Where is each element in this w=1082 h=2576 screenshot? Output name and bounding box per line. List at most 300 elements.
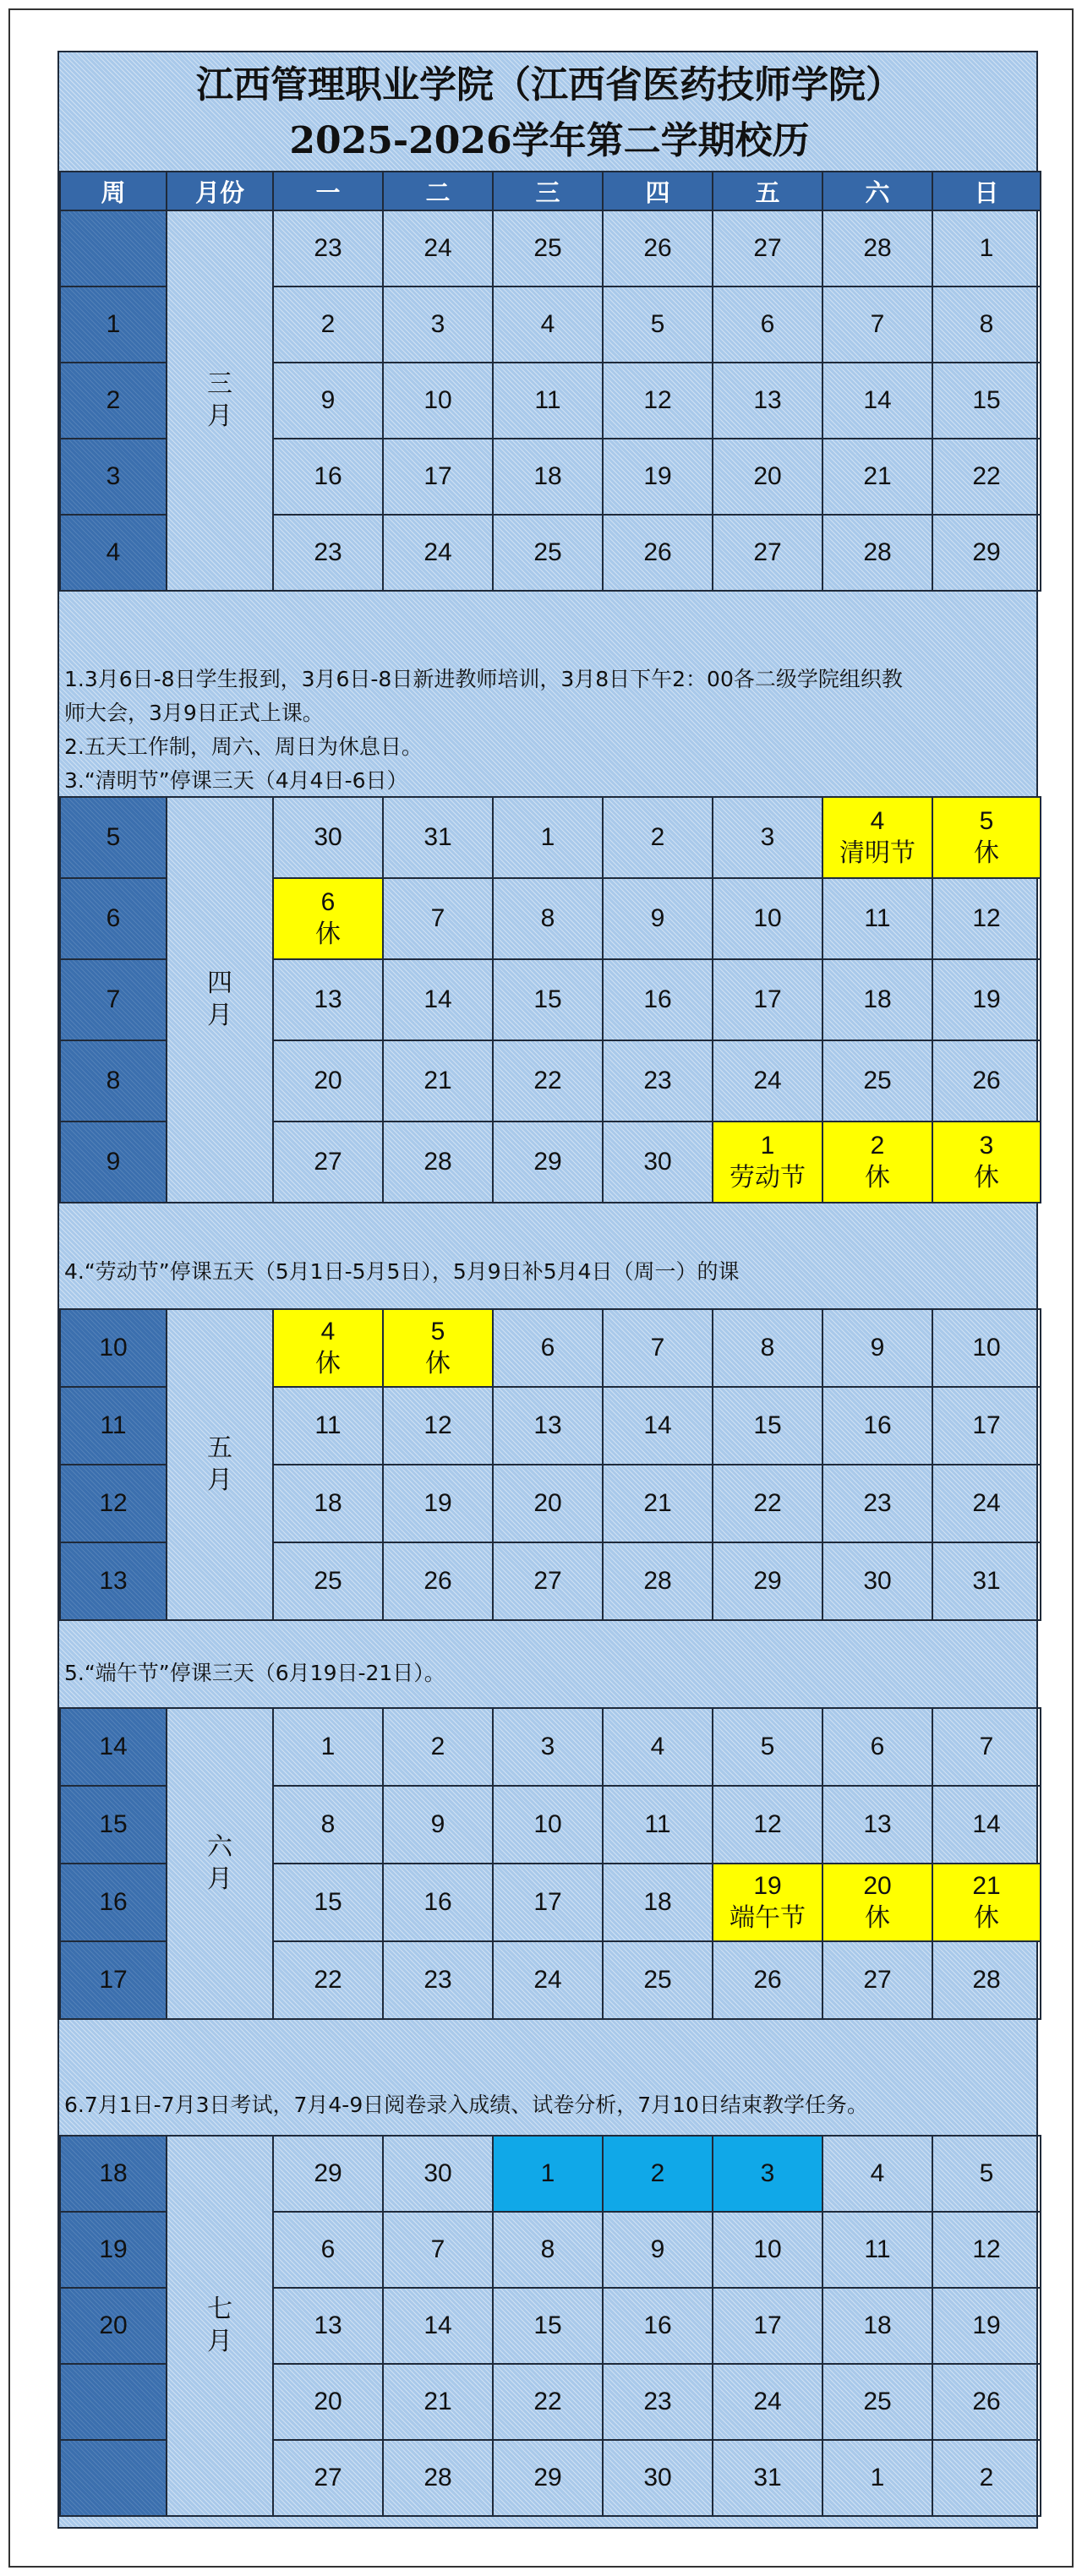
day-number: 8: [979, 310, 994, 338]
day-cell: [383, 1387, 493, 1465]
day-number: 30: [314, 823, 342, 851]
day-number: 19: [753, 1872, 782, 1900]
day-number: 3: [979, 1132, 994, 1160]
day-number: 5: [979, 807, 994, 835]
day-cell: [932, 878, 1041, 959]
day-number: 12: [753, 1810, 782, 1838]
day-number: 11: [864, 904, 891, 932]
day-number: 16: [314, 462, 342, 490]
day-cell: [932, 287, 1041, 363]
day-cell: [273, 439, 383, 515]
day-cell: [273, 363, 383, 439]
day-number: 6: [870, 1733, 885, 1760]
day-cell: [932, 1786, 1041, 1864]
day-number: 24: [424, 538, 452, 566]
day-cell: [713, 363, 822, 439]
week-row: [60, 2136, 1041, 2212]
day-number: 20: [314, 2388, 342, 2415]
day-cell: [932, 2364, 1041, 2440]
header-mon: 一: [273, 172, 383, 210]
day-cell: [713, 287, 822, 363]
day-number: 19: [972, 985, 1001, 1013]
day-number: 27: [863, 1966, 892, 1994]
day-cell: [822, 1122, 932, 1203]
day-cell: [383, 1786, 493, 1864]
day-number: 16: [643, 2311, 672, 2339]
day-number: 16: [863, 1411, 892, 1439]
day-cell: [603, 515, 713, 591]
day-number: 8: [540, 904, 555, 932]
day-cell: [383, 515, 493, 591]
week-number: [60, 2364, 167, 2440]
day-number: 21: [424, 1067, 452, 1094]
note-line: 3.“清明节”停课三天（4月4日-6日）: [64, 768, 408, 793]
day-number: 7: [430, 2235, 445, 2263]
day-cell: [822, 2364, 932, 2440]
day-number: 9: [650, 2235, 665, 2263]
day-cell: [713, 1708, 822, 1786]
day-cell: [603, 1309, 713, 1387]
day-cell: [932, 515, 1041, 591]
month-label: 五月: [167, 1309, 273, 1620]
day-cell: [273, 210, 383, 287]
day-number: 14: [863, 386, 892, 414]
day-number: 18: [863, 985, 892, 1013]
day-cell: [273, 1465, 383, 1542]
day-cell: [273, 1309, 383, 1387]
day-cell: [822, 2212, 932, 2288]
day-cell: [932, 1941, 1041, 2019]
day-cell: [273, 2364, 383, 2440]
day-cell: [273, 2136, 383, 2212]
week-number: 1: [60, 287, 167, 363]
day-number: 8: [320, 1810, 336, 1838]
notes-section-2: [59, 1236, 1040, 1308]
day-number: 23: [424, 1966, 452, 1994]
day-cell: [603, 2136, 713, 2212]
day-number: 10: [753, 2235, 782, 2263]
day-cell: [932, 1465, 1041, 1542]
day-number: 29: [533, 1148, 562, 1176]
day-cell: [493, 1309, 603, 1387]
holiday-label: 休: [974, 1904, 999, 1932]
day-number: 31: [972, 1567, 1001, 1595]
month-label: 四月: [167, 797, 273, 1203]
day-number: 18: [643, 1888, 672, 1916]
day-cell: [932, 2136, 1041, 2212]
day-cell: [713, 2212, 822, 2288]
day-cell: [603, 2212, 713, 2288]
day-cell: [273, 1122, 383, 1203]
week-number: 16: [60, 1864, 167, 1941]
day-number: 28: [863, 538, 892, 566]
header-month: 月份: [167, 172, 273, 210]
day-number: 25: [533, 234, 562, 262]
day-cell: [603, 287, 713, 363]
day-cell: [822, 1941, 932, 2019]
day-cell: [493, 2440, 603, 2516]
day-number: 6: [320, 2235, 336, 2263]
day-number: 4: [870, 2159, 885, 2187]
day-cell: [273, 2288, 383, 2364]
day-cell: [713, 959, 822, 1040]
month-block-1: [59, 210, 1041, 592]
day-number: 24: [972, 1489, 1001, 1517]
day-cell: [273, 797, 383, 878]
day-cell: [273, 2440, 383, 2516]
day-cell: [713, 210, 822, 287]
day-cell: [822, 2136, 932, 2212]
day-cell: [713, 1387, 822, 1465]
day-number: 20: [314, 1067, 342, 1094]
header-week: 周: [60, 172, 167, 210]
day-cell: [273, 1040, 383, 1122]
day-number: 26: [972, 2388, 1001, 2415]
day-cell: [493, 439, 603, 515]
week-number: 20: [60, 2288, 167, 2364]
day-cell: [932, 1864, 1041, 1941]
day-cell: [273, 2212, 383, 2288]
day-cell: [493, 1708, 603, 1786]
day-number: 15: [314, 1888, 342, 1916]
day-number: 9: [320, 386, 336, 414]
day-cell: [493, 797, 603, 878]
page-border: [8, 8, 1074, 2568]
day-cell: [383, 1941, 493, 2019]
month-block-2: [59, 796, 1041, 1203]
week-number: 13: [60, 1542, 167, 1620]
day-cell: [493, 1387, 603, 1465]
day-number: 3: [540, 1733, 555, 1760]
holiday-label: 劳动节: [730, 1164, 806, 1192]
day-number: 9: [650, 904, 665, 932]
day-number: 29: [753, 1567, 782, 1595]
day-number: 14: [424, 985, 452, 1013]
day-number: 20: [753, 462, 782, 490]
day-number: 18: [863, 2311, 892, 2339]
day-cell: [932, 1309, 1041, 1387]
day-cell: [822, 515, 932, 591]
day-cell: [603, 1122, 713, 1203]
day-number: 25: [533, 538, 562, 566]
day-cell: [822, 797, 932, 878]
note-line: 2.五天工作制，周六、周日为休息日。: [64, 734, 423, 759]
day-cell: [383, 210, 493, 287]
header-sat: 六: [822, 172, 932, 210]
day-cell: [822, 878, 932, 959]
day-cell: [383, 1309, 493, 1387]
day-number: 2: [979, 2464, 994, 2491]
day-cell: [713, 1941, 822, 2019]
note-line: 4.“劳动节”停课五天（5月1日-5月5日），5月9日补5月4日（周一）的课: [64, 1259, 740, 1284]
day-number: 26: [753, 1966, 782, 1994]
day-cell: [603, 1864, 713, 1941]
day-number: 29: [972, 538, 1001, 566]
day-number: 4: [540, 310, 555, 338]
day-cell: [273, 959, 383, 1040]
day-number: 17: [533, 1888, 562, 1916]
day-number: 7: [979, 1733, 994, 1760]
day-number: 1: [870, 2464, 885, 2491]
day-number: 14: [972, 1810, 1001, 1838]
header-thu: 四: [603, 172, 713, 210]
week-number: 11: [60, 1387, 167, 1465]
day-cell: [383, 287, 493, 363]
month-label: 三月: [167, 210, 273, 591]
day-cell: [273, 1387, 383, 1465]
day-number: 8: [540, 2235, 555, 2263]
day-number: 23: [314, 538, 342, 566]
day-cell: [932, 210, 1041, 287]
day-number: 6: [760, 310, 775, 338]
day-number: 5: [430, 1318, 445, 1345]
header-wed: 三: [493, 172, 603, 210]
day-cell: [603, 1040, 713, 1122]
day-cell: [932, 2440, 1041, 2516]
day-number: 17: [753, 985, 782, 1013]
day-number: 10: [424, 386, 452, 414]
day-number: 29: [533, 2464, 562, 2491]
day-number: 1: [979, 234, 994, 262]
day-cell: [932, 1040, 1041, 1122]
day-cell: [493, 1040, 603, 1122]
day-number: 1: [760, 1132, 775, 1160]
day-cell: [713, 878, 822, 959]
week-number: 8: [60, 1040, 167, 1122]
day-cell: [603, 1708, 713, 1786]
day-cell: [713, 2136, 822, 2212]
day-number: 11: [314, 1411, 342, 1439]
week-row: [60, 1708, 1041, 1786]
day-number: 15: [972, 386, 1001, 414]
day-cell: [603, 1387, 713, 1465]
day-number: 27: [314, 2464, 342, 2491]
day-number: 21: [972, 1872, 1001, 1900]
title-semester: 2025-2026学年第二学期校历: [289, 119, 810, 162]
day-cell: [383, 1040, 493, 1122]
day-cell: [603, 210, 713, 287]
holiday-label: 清明节: [839, 839, 915, 867]
week-number: 19: [60, 2212, 167, 2288]
day-cell: [603, 959, 713, 1040]
day-cell: [603, 1941, 713, 2019]
day-cell: [932, 797, 1041, 878]
day-cell: [713, 1786, 822, 1864]
day-cell: [383, 1122, 493, 1203]
day-cell: [932, 363, 1041, 439]
day-cell: [383, 2364, 493, 2440]
week-number: 9: [60, 1122, 167, 1203]
day-cell: [603, 439, 713, 515]
day-cell: [822, 287, 932, 363]
day-number: 2: [870, 1132, 885, 1160]
holiday-label: 休: [315, 920, 341, 948]
day-cell: [383, 797, 493, 878]
day-number: 17: [753, 2311, 782, 2339]
header-tue: 二: [383, 172, 493, 210]
holiday-label: 休: [974, 1164, 999, 1192]
day-number: 29: [314, 2159, 342, 2187]
week-number: 10: [60, 1309, 167, 1387]
day-cell: [822, 1708, 932, 1786]
holiday-label: 休: [974, 839, 999, 867]
day-cell: [493, 2288, 603, 2364]
day-cell: [932, 1387, 1041, 1465]
day-cell: [932, 1542, 1041, 1620]
month-block-4: [59, 1707, 1041, 2020]
week-number: 3: [60, 439, 167, 515]
day-cell: [713, 2364, 822, 2440]
day-number: 16: [643, 985, 672, 1013]
day-number: 26: [972, 1067, 1001, 1094]
day-number: 27: [314, 1148, 342, 1176]
day-cell: [493, 1786, 603, 1864]
day-number: 20: [863, 1872, 892, 1900]
day-cell: [713, 1040, 822, 1122]
day-number: 28: [863, 234, 892, 262]
day-number: 5: [979, 2159, 994, 2187]
day-number: 18: [314, 1489, 342, 1517]
day-number: 22: [972, 462, 1001, 490]
day-number: 23: [863, 1489, 892, 1517]
day-number: 24: [753, 1067, 782, 1094]
day-number: 26: [424, 1567, 452, 1595]
month-block-3: [59, 1308, 1041, 1621]
day-number: 22: [533, 1067, 562, 1094]
day-cell: [603, 2288, 713, 2364]
day-number: 3: [760, 823, 775, 851]
day-number: 12: [643, 386, 672, 414]
day-number: 24: [533, 1966, 562, 1994]
day-cell: [713, 2288, 822, 2364]
day-number: 4: [870, 807, 885, 835]
day-cell: [493, 287, 603, 363]
day-number: 4: [320, 1318, 336, 1345]
calendar-document: [57, 51, 1038, 2529]
day-cell: [822, 363, 932, 439]
day-cell: [493, 1864, 603, 1941]
day-cell: [493, 1122, 603, 1203]
month-label: 七月: [167, 2136, 273, 2516]
day-number: 1: [320, 1733, 336, 1760]
day-cell: [273, 287, 383, 363]
day-number: 3: [430, 310, 445, 338]
day-cell: [493, 2212, 603, 2288]
day-number: 23: [314, 234, 342, 262]
day-number: 4: [650, 1733, 665, 1760]
day-number: 26: [643, 538, 672, 566]
day-cell: [603, 2364, 713, 2440]
week-number: 17: [60, 1941, 167, 2019]
note-line: 1.3月6日-8日学生报到，3月6日-8日新进教师培训，3月8日下午2：00各二级学院组织教: [64, 667, 903, 691]
day-cell: [383, 1465, 493, 1542]
day-number: 30: [863, 1567, 892, 1595]
day-cell: [603, 797, 713, 878]
day-cell: [713, 1465, 822, 1542]
week-number: 18: [60, 2136, 167, 2212]
day-cell: [822, 439, 932, 515]
day-number: 5: [650, 310, 665, 338]
day-cell: [822, 210, 932, 287]
day-number: 3: [760, 2159, 775, 2187]
day-number: 15: [753, 1411, 782, 1439]
day-number: 31: [424, 823, 452, 851]
day-number: 17: [424, 462, 452, 490]
day-number: 7: [650, 1334, 665, 1362]
day-cell: [822, 1465, 932, 1542]
week-row: [60, 797, 1041, 878]
day-number: 13: [314, 2311, 342, 2339]
day-number: 11: [864, 2235, 891, 2263]
day-cell: [273, 1542, 383, 1620]
day-number: 13: [753, 386, 782, 414]
day-cell: [493, 2136, 603, 2212]
day-number: 11: [534, 386, 561, 414]
day-cell: [383, 959, 493, 1040]
day-number: 10: [753, 904, 782, 932]
day-number: 25: [863, 2388, 892, 2415]
day-number: 18: [533, 462, 562, 490]
day-cell: [822, 1864, 932, 1941]
day-cell: [273, 1941, 383, 2019]
day-number: 6: [540, 1334, 555, 1362]
day-number: 13: [314, 985, 342, 1013]
day-cell: [493, 959, 603, 1040]
day-cell: [713, 1122, 822, 1203]
title-school-name: 江西管理职业学院（江西省医药技师学院）: [196, 63, 903, 106]
day-number: 10: [533, 1810, 562, 1838]
day-cell: [822, 1786, 932, 1864]
day-number: 2: [430, 1733, 445, 1760]
week-number: 7: [60, 959, 167, 1040]
day-number: 30: [643, 1148, 672, 1176]
day-number: 30: [424, 2159, 452, 2187]
day-cell: [932, 1708, 1041, 1786]
day-cell: [822, 1542, 932, 1620]
day-cell: [713, 797, 822, 878]
calendar-header: [59, 171, 1041, 211]
day-cell: [822, 1387, 932, 1465]
day-number: 16: [424, 1888, 452, 1916]
day-cell: [273, 878, 383, 959]
day-cell: [383, 2288, 493, 2364]
notes-section-4: [59, 2076, 1040, 2135]
day-number: 15: [533, 985, 562, 1013]
day-number: 13: [533, 1411, 562, 1439]
day-number: 30: [643, 2464, 672, 2491]
note-line: 师大会，3月9日正式上课。: [64, 701, 324, 725]
day-number: 19: [643, 462, 672, 490]
day-cell: [713, 1542, 822, 1620]
day-number: 28: [424, 1148, 452, 1176]
day-cell: [932, 959, 1041, 1040]
day-number: 9: [430, 1810, 445, 1838]
day-cell: [383, 1542, 493, 1620]
day-cell: [932, 2212, 1041, 2288]
day-cell: [383, 363, 493, 439]
week-number: 15: [60, 1786, 167, 1864]
week-number: 12: [60, 1465, 167, 1542]
day-cell: [493, 1542, 603, 1620]
day-cell: [273, 515, 383, 591]
day-cell: [383, 878, 493, 959]
day-cell: [713, 1864, 822, 1941]
day-cell: [493, 2364, 603, 2440]
week-number: 4: [60, 515, 167, 591]
day-cell: [603, 1465, 713, 1542]
day-number: 20: [533, 1489, 562, 1517]
month-block-5: [59, 2135, 1041, 2517]
